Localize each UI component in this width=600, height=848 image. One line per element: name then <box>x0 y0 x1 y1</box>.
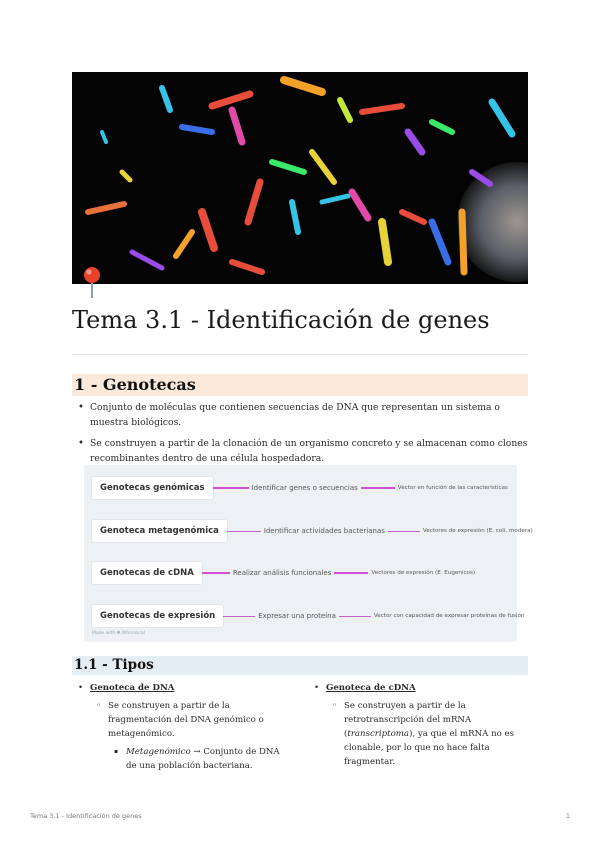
diagram-credit: Made with ✱ Whimsical <box>92 631 145 636</box>
list-item <box>72 681 292 695</box>
diagram-box: Genoteca metagenómica <box>92 520 227 542</box>
diagram-row <box>92 605 527 627</box>
footer-title: Tema 3.1 - Identificación de genes <box>30 812 142 820</box>
connector-line <box>223 616 255 617</box>
text-part: Se construyen a partir de la retrotranscripción del mRNA ( <box>344 701 472 739</box>
diagram-label: Vector en función de las características <box>397 485 508 491</box>
diagram-label: Expresar una proteína <box>258 612 336 620</box>
diagram-label: Vectores de expresión (E. Eugenicos) <box>371 570 476 576</box>
connector-line <box>388 531 420 532</box>
list-item <box>308 699 518 769</box>
list-item <box>308 681 518 695</box>
list-item <box>72 745 292 773</box>
list-item: • Se construyen a partir de la clonación de un organismo concreto y se almacenan como clones recombinantes dentro de una célula hospedadora. <box>72 436 528 466</box>
connector-line <box>227 531 261 532</box>
diagram-row <box>92 520 536 542</box>
connector-line <box>202 572 230 574</box>
connector-line <box>361 487 395 489</box>
cover-image <box>72 72 528 284</box>
column-left <box>72 681 292 773</box>
list-item: • Conjunto de moléculas que contienen secuencias de DNA que representan un sistema o muestra biológicos. <box>72 400 528 430</box>
diagram-label: Vector con capacidad de expresar proteínas de fusión <box>373 613 525 619</box>
diagram-box: Genotecas de expresión <box>92 605 223 627</box>
term: transcriptoma <box>347 729 410 739</box>
diagram-row <box>92 562 478 584</box>
type-title: Genoteca de cDNA <box>326 683 416 693</box>
diagram-label: Realizar análisis funcionales <box>232 569 332 577</box>
term: Metagenómico <box>126 747 191 757</box>
term-definition: → Conjunto de DNA de una población bacteriana. <box>126 747 280 771</box>
divider <box>72 354 528 355</box>
section1-bullets <box>72 400 528 472</box>
page-footer <box>30 812 570 820</box>
connector-line <box>213 487 249 489</box>
diagram-label: Vectores de expresión (E. coli, modera) <box>422 528 533 534</box>
column-right <box>308 681 518 769</box>
type-title: Genoteca de DNA <box>90 683 175 693</box>
pin-icon <box>82 266 102 300</box>
diagram-row <box>92 477 511 499</box>
text-part: ), ya que el mRNA no es clonable, por lo que no hace falta fragmentar. <box>344 729 515 767</box>
diagram-label: Identificar actividades bacterianas <box>263 527 385 535</box>
page-number: 1 <box>565 812 570 820</box>
diagram-box: Genotecas genómicas <box>92 477 213 499</box>
diagram-box: Genotecas de cDNA <box>92 562 202 584</box>
connector-line <box>339 616 371 617</box>
section-heading-genotecas: 1 - Genotecas <box>72 374 528 396</box>
connector-line <box>334 572 368 574</box>
page-title: Tema 3.1 - Identificación de genes <box>72 306 490 334</box>
genotecas-diagram <box>84 465 533 642</box>
section-heading-tipos: 1.1 - Tipos <box>72 656 528 675</box>
list-item: ◦ Se construyen a partir de la fragmentación del DNA genómico o metagenómico. <box>72 699 292 741</box>
diagram-label: Identificar genes o secuencias <box>251 484 358 492</box>
